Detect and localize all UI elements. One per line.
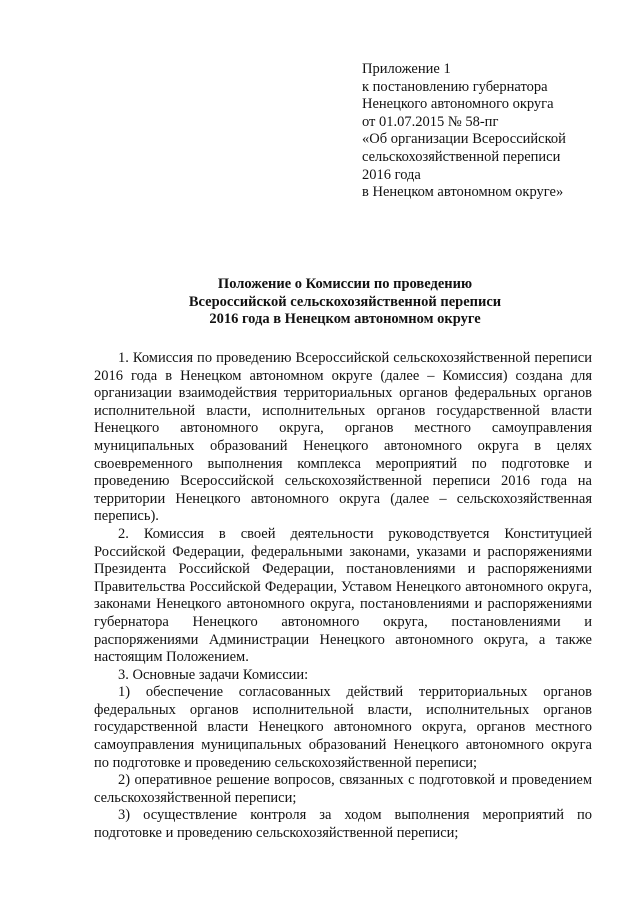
document-body: [94, 350, 592, 843]
title-line: Положение о Комиссии по проведению: [217, 276, 473, 292]
appendix-line: сельскохозяйственной переписи: [362, 148, 561, 165]
appendix-line: к постановлению губернатора: [362, 78, 548, 95]
task-item-1: 1) обеспечение согласованных действий территориальных органов федеральных органов исполнительной власти, исполнительных органов государственной власти Ненецкого автономного округа, органов местного самоуправления муниципальных образований Ненецкого автономного округа по подготовке и проведению сельскохозяйственной переписи;: [94, 684, 592, 771]
title-line: Всероссийской сельскохозяйственной переписи: [188, 293, 502, 310]
title-line: 2016 года в Ненецком автономном округе: [209, 311, 481, 328]
paragraph-2: 2. Комиссия в своей деятельности руководствуется Конституцией Российской Федерации, федеральными законами, указами и распоряжениями Президента Российской Федерации, постановлениями и распоряжениями Правительства Российской Федерации, Уставом Ненецкого автономного округа, законами Ненецкого автономного округа, постановлениями и распоряжениями губернатора Ненецкого автономного округа, постановлениями и распоряжениями Администрации Ненецкого автономного округа, а также настоящим Положением.: [94, 525, 592, 666]
appendix-line: «Об организации Всероссийской: [362, 131, 566, 148]
appendix-line: 2016 года: [362, 166, 421, 183]
appendix-line: от 01.07.2015 № 58-пг: [362, 113, 499, 130]
appendix-line: Ненецкого автономного округа: [362, 96, 554, 113]
task-item-2: 2) оперативное решение вопросов, связанных с подготовкой и проведением сельскохозяйственной переписи;: [94, 772, 592, 806]
document-title: [60, 276, 630, 329]
task-item-3: 3) осуществление контроля за ходом выполнения мероприятий по подготовке и проведению сельскохозяйственной переписи;: [94, 807, 592, 842]
appendix-line: Приложение 1: [362, 61, 451, 77]
paragraph-1: 1. Комиссия по проведению Всероссийской сельскохозяйственной переписи 2016 года в Ненецком автономном округе (далее – Комиссия) создана для организации взаимодействия территориальных органов федеральных органов исполнительной власти, исполнительных органов государственной власти Ненецкого автономного округа, органов местного самоуправления муниципальных образований Ненецкого автономного округа в целях своевременного выполнения комплекса мероприятий по подготовке и проведению Всероссийской сельскохозяйственной переписи 2016 года на территории Ненецкого автономного округа (далее – сельскохозяйственная перепись).: [94, 350, 592, 525]
paragraph-3: 3. Основные задачи Комиссии:: [118, 666, 309, 683]
appendix-header: [362, 61, 632, 202]
appendix-line: в Ненецком автономном округе»: [362, 184, 564, 201]
